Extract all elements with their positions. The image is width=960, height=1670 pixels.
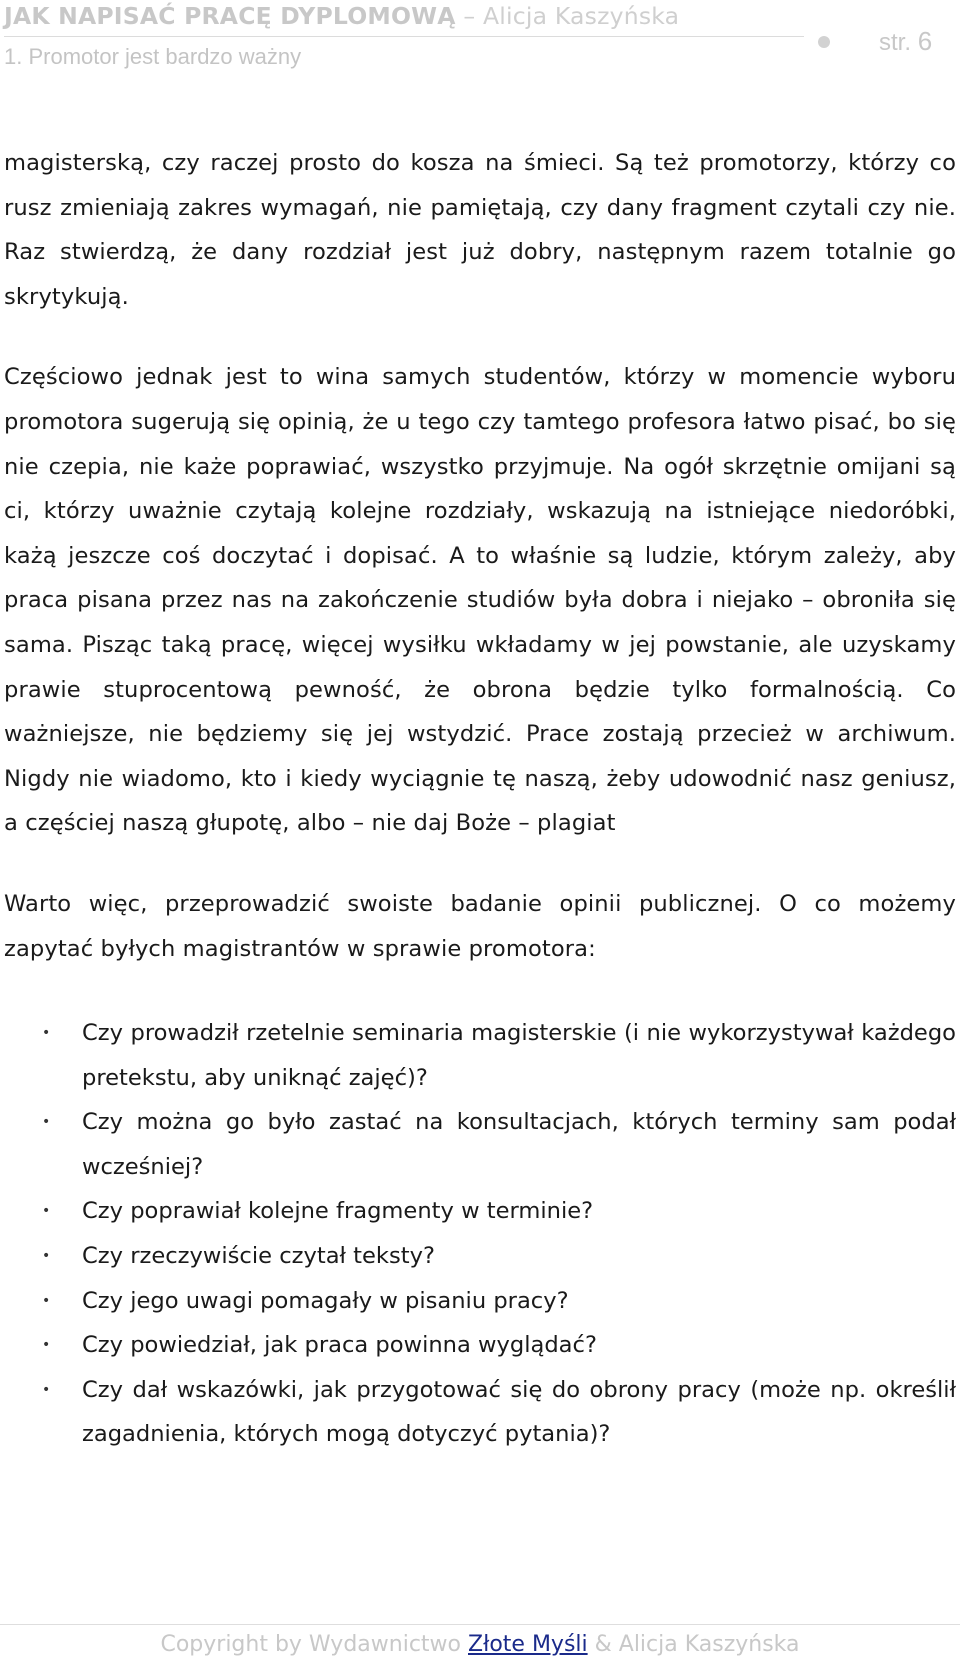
- paragraph-1: magisterską, czy raczej prosto do kosza na śmieci. Są też promotorzy, którzy co rusz zmieniają zakres wymagań, nie pamiętają, czy dany fragment czytali czy nie. Raz stwierdzą, że dany rozdział jest już dobry, następnym razem totalnie go skrytykują.: [4, 150, 956, 310]
- publisher-link[interactable]: Złote Myśli: [468, 1632, 588, 1657]
- list-item-text: Czy dał wskazówki, jak przygotować się do obrony pracy (może np. określił zagadnienia, których mogą dotyczyć pytania)?: [82, 1376, 956, 1448]
- title-separator: –: [455, 2, 483, 30]
- header-divider: [4, 36, 804, 37]
- header-author: Alicja Kaszyńska: [483, 2, 680, 30]
- footer-divider: [0, 1624, 960, 1625]
- list-item: [4, 1323, 956, 1368]
- page-body: [4, 141, 956, 1457]
- book-title: [4, 2, 679, 30]
- bullet-icon: •: [42, 1203, 51, 1220]
- page-label: str.: [879, 29, 912, 56]
- list-item-text: Czy prowadził rzetelnie seminaria magisterskie (i nie wykorzystywał każdego pretekstu, aby uniknąć zajęć)?: [82, 1020, 956, 1091]
- bullet-icon: •: [42, 1381, 51, 1398]
- bullet-icon: •: [42, 1292, 51, 1309]
- paragraph-2: Częściowo jednak jest to wina samych studentów, którzy w momencie wyboru promotora sugerują się opinią, że u tego czy tamtego profesora łatwo pisać, bo się nie czepia, nie każe poprawiać, wszystko przyjmuje. Na ogół skrzętnie omijani są ci, którzy uważnie czytają kolejne rozdziały, wskazują na istniejące niedoróbki, każą jeszcze coś doczytać i dopisać. A to właśnie są ludzie, którym zależy, aby praca pisana przez nas na zakończenie studiów była dobra i niejako – obroniła się sama. Pisząc taką pracę, więcej wysiłku wkładamy w jej powstanie, ale uzyskamy prawie stuprocentową pewność, że obrona będzie tylko formalnością. Co ważniejsze, nie będziemy się jej wstydzić. Prace zostają przecież w archiwum. Nigdy nie wiadomo, kto i kiedy wyciągnie tę naszą, żeby udowodnić nasz geniusz, a częściej naszą głupotę, albo – nie daj Boże – plagiat: [4, 364, 956, 837]
- bullet-icon: •: [42, 1114, 51, 1131]
- page-header: [0, 0, 960, 90]
- list-item: [4, 1368, 956, 1457]
- list-item-text: Czy poprawiał kolejne fragmenty w terminie?: [82, 1198, 594, 1225]
- list-item: [4, 1100, 956, 1189]
- copyright-suffix: & Alicja Kaszyńska: [587, 1632, 800, 1657]
- list-item-text: Czy można go było zastać na konsultacjach, których terminy sam podał wcześniej?: [82, 1109, 956, 1180]
- list-item-text: Czy jego uwagi pomagały w pisaniu pracy?: [82, 1287, 569, 1314]
- list-item-text: Czy rzeczywiście czytał teksty?: [82, 1243, 435, 1270]
- list-item: [4, 1279, 956, 1324]
- paragraph-3: Warto więc, przeprowadzić swoiste badanie opinii publicznej. O co możemy zapytać byłych magistrantów w sprawie promotora:: [4, 890, 956, 962]
- page-number: [879, 26, 932, 57]
- bullet-icon: •: [42, 1248, 51, 1265]
- book-title-text: JAK NAPISAĆ PRACĘ DYPLOMOWĄ: [4, 2, 456, 30]
- page-footer: [0, 1632, 960, 1657]
- chapter-subtitle: 1. Promotor jest bardzo ważny: [4, 44, 302, 69]
- list-item: [4, 1234, 956, 1279]
- copyright-prefix: Copyright by Wydawnictwo: [160, 1632, 468, 1657]
- list-item-text: Czy powiedział, jak praca powinna wyglądać?: [82, 1332, 597, 1359]
- list-item: [4, 1189, 956, 1234]
- list-item: [4, 1011, 956, 1100]
- bullet-icon: •: [42, 1025, 51, 1042]
- page-number-value: 6: [917, 26, 933, 56]
- bullet-icon: •: [42, 1337, 51, 1354]
- bullet-dot-icon: [818, 36, 830, 48]
- question-list: [4, 1011, 956, 1457]
